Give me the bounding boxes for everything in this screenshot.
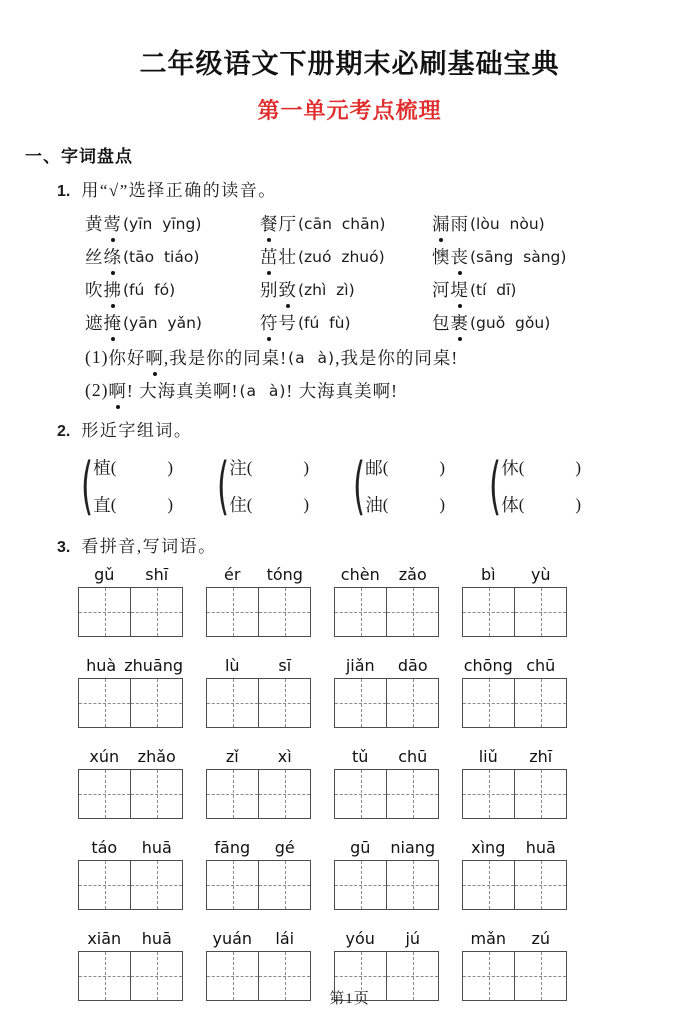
q1-word-text: 吹拂 [85, 277, 122, 302]
q1-pinyin-options: (zuó zhuó) [298, 247, 385, 266]
q3-row [78, 838, 699, 910]
dotted-char: 绦 [104, 244, 123, 269]
q3-row [78, 656, 699, 728]
question-1 [57, 176, 699, 407]
pinyin-label: bì [480, 565, 496, 584]
pinyin-label: xì [277, 747, 292, 766]
pinyin-label-row [462, 656, 567, 675]
writing-grid-cell [130, 861, 182, 909]
writing-grid [206, 860, 311, 910]
pinyin-label-row [334, 929, 439, 948]
pinyin-label: tóng [266, 565, 303, 584]
pair-character: 注 [229, 458, 247, 478]
q1-word-item [260, 306, 432, 339]
pair-character: 邮 [365, 458, 383, 478]
pinyin-label: shī [145, 565, 169, 584]
pinyin-label: sī [278, 656, 292, 675]
q2-pair-list [81, 449, 699, 523]
q1-word-item [260, 240, 432, 273]
q2-number: 2. [57, 423, 71, 440]
pinyin-label-row [206, 929, 311, 948]
q2-pair-row [229, 486, 309, 523]
brace-icon [489, 451, 501, 521]
pinyin-label-row [462, 747, 567, 766]
sentence-tail: ! 大海真美啊! [286, 381, 398, 401]
writing-grid-cell [514, 588, 566, 636]
pinyin-label: zǐ [225, 747, 239, 766]
writing-grid [78, 587, 183, 637]
answer-blank: ( ) [246, 494, 310, 514]
pinyin-label: mǎn [470, 929, 507, 948]
dotted-char: 莺 [104, 211, 123, 236]
q1-word-text: 别致 [260, 277, 297, 302]
pinyin-label: xún [89, 747, 120, 766]
q3-grid-rows [78, 565, 699, 1001]
q3-word-unit [334, 565, 439, 637]
q1-pinyin-options: (zhì zì) [298, 280, 355, 299]
q1-word-text: 懊丧 [432, 244, 469, 269]
writing-grid-cell [207, 861, 258, 909]
pinyin-label: zhuāng [124, 656, 183, 675]
pinyin-label: chèn [340, 565, 380, 584]
writing-grid-cell [79, 861, 130, 909]
q3-prompt: 看拼音,写词语。 [81, 537, 217, 556]
q1-word-text: 包裹 [432, 310, 469, 335]
pinyin-label: niang [390, 838, 436, 857]
writing-grid-cell [207, 679, 258, 727]
writing-grid [334, 769, 439, 819]
pair-character: 住 [229, 495, 247, 515]
q1-pinyin-options: (guǒ gǒu) [470, 313, 551, 332]
writing-grid-cell [335, 770, 386, 818]
pinyin-label: xìng [471, 838, 506, 857]
q2-pair-rows [365, 449, 445, 523]
writing-grid [78, 769, 183, 819]
pinyin-label: fāng [214, 838, 251, 857]
dotted-char: 致 [279, 277, 298, 302]
pinyin-label-row [334, 747, 439, 766]
writing-grid-cell [335, 679, 386, 727]
q2-pair-row [501, 449, 581, 486]
writing-grid-cell [258, 679, 310, 727]
writing-grid-cell [258, 588, 310, 636]
q3-word-unit [334, 747, 439, 819]
writing-grid-cell [335, 861, 386, 909]
dotted-char: 茁 [260, 244, 279, 269]
pinyin-label: jiǎn [345, 656, 375, 675]
q1-word-item [432, 240, 699, 273]
q1-word-text: 丝绦 [85, 244, 122, 269]
q3-word-unit [206, 565, 311, 637]
pinyin-label: gū [350, 838, 371, 857]
q3-number: 3. [57, 539, 71, 556]
writing-grid-cell [463, 770, 514, 818]
pinyin-label: tǔ [352, 747, 369, 766]
pinyin-label-row [78, 656, 183, 675]
writing-grid-cell [130, 770, 182, 818]
q3-word-unit [462, 838, 567, 910]
q3-word-unit [78, 747, 183, 819]
pair-character: 体 [501, 495, 519, 515]
pinyin-label: xiān [87, 929, 122, 948]
pinyin-label: gé [274, 838, 295, 857]
pinyin-label-row [462, 838, 567, 857]
writing-grid-cell [514, 679, 566, 727]
pinyin-label: yóu [345, 929, 375, 948]
q1-pinyin-options: (fú fó) [123, 280, 176, 299]
q3-word-unit [206, 747, 311, 819]
brace-icon [353, 451, 365, 521]
writing-grid [206, 678, 311, 728]
pinyin-label: dāo [397, 656, 428, 675]
pinyin-label-row [206, 747, 311, 766]
pinyin-label: ér [224, 565, 241, 584]
writing-grid-cell [463, 861, 514, 909]
brace-icon [217, 451, 229, 521]
writing-grid [462, 587, 567, 637]
q2-pair-rows [501, 449, 581, 523]
pinyin-label: zhī [529, 747, 553, 766]
question-2 [57, 416, 699, 523]
writing-grid-cell [386, 588, 438, 636]
q3-word-unit [78, 565, 183, 637]
pinyin-label: chū [526, 656, 556, 675]
q3-row [78, 747, 699, 819]
sentence-tail: ,我是你的同桌! [335, 348, 459, 368]
q2-prompt-line [57, 416, 699, 441]
q2-pair [217, 449, 353, 523]
writing-grid [462, 769, 567, 819]
answer-blank: ( ) [518, 457, 582, 477]
dotted-char: 拂 [104, 277, 123, 302]
q3-word-unit [78, 838, 183, 910]
writing-grid-cell [79, 588, 130, 636]
pinyin-label: yù [530, 565, 551, 584]
pinyin-label-row [462, 929, 567, 948]
q2-pair-row [93, 449, 173, 486]
q3-word-unit [206, 838, 311, 910]
q1-word-text: 餐厅 [260, 211, 297, 236]
q1-word-item [85, 240, 260, 273]
dotted-char: 符 [260, 310, 279, 335]
q3-row [78, 565, 699, 637]
answer-blank: ( ) [246, 457, 310, 477]
q3-word-unit [462, 656, 567, 728]
q2-pair-row [93, 486, 173, 523]
pinyin-label: huā [525, 838, 556, 857]
writing-grid-cell [386, 861, 438, 909]
q3-word-unit [78, 656, 183, 728]
q3-word-unit [206, 656, 311, 728]
q1-number: 1. [57, 183, 71, 200]
q2-pair [489, 449, 625, 523]
q1-word-item [260, 207, 432, 240]
q1-pinyin-options: (fú fù) [298, 313, 351, 332]
q2-pair-row [365, 486, 445, 523]
q1-word-item [85, 273, 260, 306]
writing-grid [334, 678, 439, 728]
pinyin-label: táo [91, 838, 118, 857]
sentence-pinyin-options: (a à) [288, 348, 336, 367]
q1-pinyin-options: (tāo tiáo) [123, 247, 200, 266]
writing-grid-cell [130, 679, 182, 727]
dotted-char: 啊 [145, 345, 164, 370]
q1-word-list [85, 207, 699, 339]
answer-blank: ( ) [110, 494, 174, 514]
q2-pair-row [229, 449, 309, 486]
writing-grid-cell [386, 679, 438, 727]
q1-pinyin-options: (sāng sàng) [470, 247, 567, 266]
pinyin-label: lái [275, 929, 295, 948]
pinyin-label: zú [531, 929, 551, 948]
q1-word-text: 你好啊,我是你的同桌! [108, 345, 287, 370]
q1-prompt: 用“√”选择正确的读音。 [81, 181, 277, 200]
q3-word-unit [334, 656, 439, 728]
pinyin-label-row [334, 838, 439, 857]
pair-character: 直 [93, 495, 111, 515]
pinyin-label: jú [405, 929, 421, 948]
dotted-char: 漏 [432, 211, 451, 236]
pair-character: 植 [93, 458, 111, 478]
q2-pair-rows [93, 449, 173, 523]
q1-word-text: 茁壮 [260, 244, 297, 269]
q1-prompt-line [57, 176, 699, 201]
q1-word-item [432, 306, 699, 339]
pinyin-label: huā [141, 838, 172, 857]
pinyin-label: liǔ [478, 747, 498, 766]
pinyin-label-row [78, 747, 183, 766]
pinyin-label: zhǎo [137, 747, 176, 766]
pinyin-label: huā [141, 929, 172, 948]
pinyin-label: zǎo [398, 565, 427, 584]
q1-word-text: 遮掩 [85, 310, 122, 335]
answer-blank: ( ) [382, 494, 446, 514]
writing-grid [462, 860, 567, 910]
writing-grid [206, 769, 311, 819]
pinyin-label-row [334, 565, 439, 584]
q1-word-item [432, 207, 699, 240]
dotted-char: 堤 [451, 277, 470, 302]
writing-grid-cell [463, 679, 514, 727]
q1-word-item [432, 273, 699, 306]
q1-pinyin-options: (yīn yīng) [123, 214, 202, 233]
writing-grid [206, 587, 311, 637]
dotted-char: 裹 [451, 310, 470, 335]
pinyin-label-row [206, 656, 311, 675]
q1-pinyin-options: (cān chān) [298, 214, 386, 233]
unit-subtitle: 第一单元考点梳理 [257, 98, 442, 123]
pinyin-label: huà [86, 656, 117, 675]
q1-word-item [260, 273, 432, 306]
q1-sentence-list [85, 341, 699, 407]
pinyin-label-row [78, 929, 183, 948]
q3-word-unit [334, 838, 439, 910]
writing-grid-cell [130, 588, 182, 636]
q2-pair-rows [229, 449, 309, 523]
q1-word-text: 河堤 [432, 277, 469, 302]
pinyin-label-row [462, 565, 567, 584]
pair-character: 油 [365, 495, 383, 515]
dotted-char: 掩 [104, 310, 123, 335]
writing-grid-cell [514, 861, 566, 909]
writing-grid-cell [79, 770, 130, 818]
q1-word-text: 啊! 大海真美啊! [108, 378, 238, 403]
writing-grid [78, 860, 183, 910]
writing-grid-cell [463, 588, 514, 636]
answer-blank: ( ) [518, 494, 582, 514]
writing-grid [334, 587, 439, 637]
q3-word-unit [462, 747, 567, 819]
pinyin-label-row [206, 565, 311, 584]
dotted-char: 丧 [451, 244, 470, 269]
pinyin-label: chū [398, 747, 428, 766]
q2-pair [81, 449, 217, 523]
pair-character: 休 [501, 458, 519, 478]
pinyin-label: chōng [463, 656, 513, 675]
writing-grid [462, 678, 567, 728]
pinyin-label: lù [224, 656, 240, 675]
pinyin-label: gǔ [94, 565, 115, 584]
writing-grid [78, 678, 183, 728]
section-heading: 一、字词盘点 [25, 147, 133, 166]
writing-grid-cell [207, 588, 258, 636]
writing-grid [334, 860, 439, 910]
question-3 [57, 532, 699, 1001]
q2-pair-row [501, 486, 581, 523]
pinyin-label-row [334, 656, 439, 675]
writing-grid-cell [335, 588, 386, 636]
writing-grid-cell [258, 770, 310, 818]
writing-grid-cell [386, 770, 438, 818]
writing-grid-cell [207, 770, 258, 818]
q2-pair-row [365, 449, 445, 486]
q1-pinyin-options: (yān yǎn) [123, 313, 202, 332]
writing-grid-cell [79, 679, 130, 727]
answer-blank: ( ) [382, 457, 446, 477]
q1-sentence [85, 341, 699, 374]
pinyin-label: yuán [212, 929, 253, 948]
q1-word-text: 黄莺 [85, 211, 122, 236]
sentence-pinyin-options: (a à) [239, 381, 287, 400]
q1-pinyin-options: (tí dī) [470, 280, 517, 299]
sentence-label: (1) [85, 347, 109, 367]
dotted-char: 啊 [108, 378, 127, 403]
writing-grid-cell [514, 770, 566, 818]
sentence-label: (2) [85, 380, 109, 400]
page-title: 二年级语文下册期末必刷基础宝典 [139, 49, 560, 79]
dotted-char: 餐 [260, 211, 279, 236]
q3-prompt-line [57, 532, 699, 557]
q3-word-unit [462, 565, 567, 637]
q1-sentence [85, 374, 699, 407]
q1-word-text: 漏雨 [432, 211, 469, 236]
page-footer: 第1页 [329, 991, 370, 1007]
answer-blank: ( ) [110, 457, 174, 477]
pinyin-label-row [78, 838, 183, 857]
pinyin-label-row [78, 565, 183, 584]
brace-icon [81, 451, 93, 521]
q2-pair [353, 449, 489, 523]
writing-grid-cell [258, 861, 310, 909]
q1-word-item [85, 306, 260, 339]
pinyin-label-row [206, 838, 311, 857]
q2-prompt: 形近字组词。 [81, 421, 193, 440]
q1-word-text: 符号 [260, 310, 297, 335]
q1-pinyin-options: (lòu nòu) [470, 214, 545, 233]
q1-word-item [85, 207, 260, 240]
